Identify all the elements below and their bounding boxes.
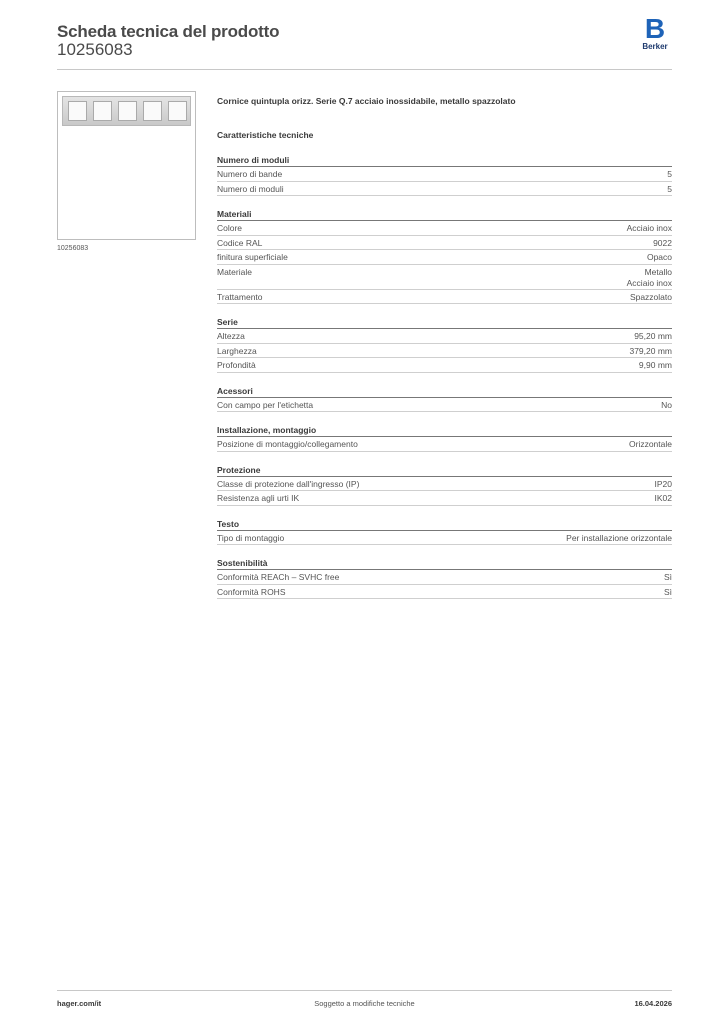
spec-value-line: 5 — [667, 169, 672, 179]
spec-group — [217, 465, 672, 506]
berker-logo — [638, 13, 672, 55]
spec-value — [664, 587, 672, 599]
spec-row — [217, 531, 672, 546]
spec-row — [217, 477, 672, 492]
spec-group-title: Materiali — [217, 209, 672, 221]
spec-group — [217, 558, 672, 599]
spec-value — [630, 292, 672, 304]
spec-groups — [217, 155, 672, 599]
spec-row — [217, 329, 672, 344]
spec-value-line: Opaco — [646, 252, 672, 262]
spec-group-title: Protezione — [217, 465, 672, 477]
spec-value — [667, 184, 672, 196]
product-description: Cornice quintupla orizz. Serie Q.7 acciaio inossidabile, metallo spazzolato — [217, 96, 516, 106]
spec-group-title: Testo — [217, 519, 672, 531]
spec-value — [629, 346, 672, 358]
spec-label: Conformità REACh – SVHC free — [217, 572, 340, 582]
spec-group — [217, 155, 672, 196]
spec-value-line: Per installazione orizzontale — [566, 532, 672, 543]
spec-row — [217, 570, 672, 585]
spec-row — [217, 437, 672, 452]
spec-value — [655, 493, 673, 505]
frame-window — [118, 101, 137, 121]
spec-row — [217, 585, 672, 600]
spec-value-line: 9,90 mm — [638, 360, 672, 370]
spec-group — [217, 386, 672, 413]
footer-website: hager.com/it — [57, 999, 102, 1008]
frame-window — [68, 101, 87, 121]
spec-value-line: No — [661, 399, 672, 410]
spec-value-line: Sì — [663, 586, 672, 597]
spec-value — [647, 252, 672, 264]
spec-label: Numero di bande — [217, 169, 283, 179]
frame-window — [93, 101, 112, 121]
spec-value — [627, 267, 672, 289]
spec-value-line: 379,20 mm — [629, 345, 672, 356]
spec-value — [566, 533, 672, 545]
spec-label: Trattamento — [217, 291, 263, 302]
spec-row — [217, 250, 672, 265]
product-image — [57, 91, 196, 240]
spec-value — [661, 400, 672, 412]
spec-group-title: Installazione, montaggio — [217, 425, 672, 437]
spec-value-line: 95,20 mm — [634, 331, 672, 341]
spec-group — [217, 425, 672, 452]
spec-value-line: 5 — [667, 183, 672, 194]
page-footer — [57, 990, 672, 1012]
logo-word: Berker — [642, 42, 668, 51]
spec-label: Materiale — [217, 266, 252, 277]
spec-value-line: 9022 — [653, 237, 672, 248]
footer-date: 16.04.2026 — [634, 999, 672, 1008]
spec-value-line: Sì — [663, 572, 672, 582]
spec-value — [653, 238, 672, 250]
spec-content — [217, 96, 672, 599]
spec-value — [629, 439, 672, 451]
spec-label: Posizione di montaggio/collegamento — [217, 439, 358, 449]
spec-value — [655, 479, 673, 491]
logo-letter: B — [644, 13, 666, 44]
spec-label: Tipo di montaggio — [217, 532, 285, 543]
footer-note: Soggetto a modifiche tecniche — [314, 999, 415, 1008]
product-number: 10256083 — [57, 40, 133, 59]
spec-label: finitura superficiale — [217, 252, 288, 262]
page-header — [57, 13, 672, 70]
spec-value-line: IP20 — [654, 478, 672, 489]
spec-heading: Caratteristiche tecniche — [217, 130, 314, 140]
spec-label: Conformità ROHS — [217, 586, 286, 597]
spec-label: Numero di moduli — [217, 183, 284, 194]
spec-value — [639, 360, 672, 372]
spec-row — [217, 167, 672, 182]
spec-value-line: Acciaio inox — [626, 223, 672, 233]
frame-window — [143, 101, 162, 121]
spec-label: Profondità — [217, 360, 256, 370]
frame-illustration — [62, 96, 191, 126]
spec-value-line: IK02 — [654, 493, 672, 503]
spec-label: Codice RAL — [217, 237, 263, 248]
spec-group — [217, 209, 672, 304]
spec-row — [217, 182, 672, 197]
page-title: Scheda tecnica del prodotto — [57, 22, 280, 41]
spec-value-line: Acciaio inox — [626, 277, 672, 288]
spec-row — [217, 221, 672, 236]
image-caption: 10256083 — [57, 245, 89, 252]
spec-label: Larghezza — [217, 345, 257, 356]
spec-row — [217, 290, 672, 305]
spec-group-title: Sostenibilità — [217, 558, 672, 570]
spec-value — [634, 331, 672, 343]
spec-label: Altezza — [217, 331, 245, 341]
spec-group-title: Serie — [217, 317, 672, 329]
spec-row — [217, 398, 672, 413]
spec-group — [217, 317, 672, 373]
spec-group — [217, 519, 672, 546]
spec-label: Colore — [217, 223, 243, 233]
spec-value — [667, 169, 672, 181]
frame-window — [168, 101, 187, 121]
spec-group-title: Numero di moduli — [217, 155, 672, 167]
spec-value — [627, 223, 672, 235]
spec-row — [217, 358, 672, 373]
spec-label: Resistenza agli urti IK — [217, 493, 300, 503]
spec-group-title: Acessori — [217, 386, 672, 398]
spec-value-line: Metallo — [644, 266, 672, 277]
spec-row — [217, 491, 672, 506]
spec-value-line: Orizzontale — [629, 439, 672, 449]
spec-row — [217, 344, 672, 359]
spec-value — [664, 572, 672, 584]
spec-value-line: Spazzolato — [629, 291, 672, 302]
spec-label: Classe di protezione dall'ingresso (IP) — [217, 478, 360, 489]
spec-label: Con campo per l'etichetta — [217, 399, 314, 410]
spec-row — [217, 236, 672, 251]
spec-row — [217, 265, 672, 290]
